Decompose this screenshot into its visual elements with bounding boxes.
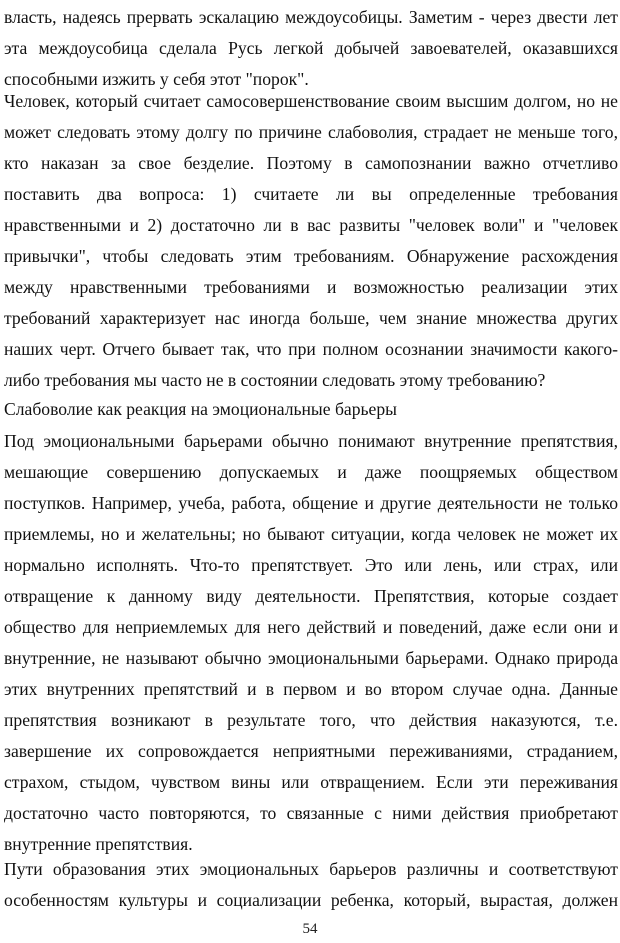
text-line: поставить два вопроса: 1) считаете ли вы определенные требования	[4, 184, 618, 204]
text-line: поступков. Например, учеба, работа, общение и другие деятельности не только	[4, 493, 618, 513]
text-line: кто наказан за свое безделие. Поэтому в самопознании важно отчетливо	[4, 153, 618, 173]
text-line: внутренние, не называют обычно эмоциональными барьерами. Однако природа	[4, 648, 618, 668]
page-number: 54	[302, 921, 318, 937]
text-line: власть, надеясь прервать эскалацию междоусобицы. Заметим - через двести лет	[4, 7, 618, 27]
text-line: мешающие совершению допускаемых и даже поощряемых обществом	[4, 462, 618, 482]
text-line: отвращение к данному виду деятельности. Препятствия, которые создает	[4, 586, 618, 606]
text-line: либо требования мы часто не в состоянии следовать этому требованию?	[4, 370, 546, 390]
text-line: Пути образования этих эмоциональных барьеров различны и соответствуют	[4, 859, 618, 879]
text-line: препятствия возникают в результате того, что действия наказуются, т.е.	[4, 710, 618, 730]
text-line: этих внутренних препятствий и в первом и во втором случае одна. Данные	[4, 679, 618, 699]
text-line: эта междоусобица сделала Русь легкой добычей завоевателей, оказавшихся	[4, 38, 618, 58]
text-line: нормально исполнять. Что-то препятствует. Это или лень, или страх, или	[4, 555, 618, 575]
text-line: приемлемы, но и желательны; но бывают ситуации, когда человек не может их	[4, 524, 618, 544]
text-line: привычки", чтобы следовать этим требованиям. Обнаружение расхождения	[4, 246, 618, 266]
text-line: завершение их сопровождается неприятными переживаниями, страданием,	[4, 741, 618, 761]
text-line: общество для неприемлемых для него действий и поведений, даже если они и	[4, 617, 618, 637]
text-line: способными изжить у себя этот "порок".	[4, 69, 309, 89]
text-line: особенностям культуры и социализации ребенка, который, вырастая, должен	[4, 890, 618, 910]
section-heading: Слабоволие как реакция на эмоциональные барьеры	[4, 399, 397, 419]
text-line: нравственными и 2) достаточно ли в вас развиты "человек воли" и "человек	[4, 215, 618, 235]
text-line: требований характеризует нас иногда больше, чем знание множества других	[4, 308, 618, 328]
text-line: Под эмоциональными барьерами обычно понимают внутренние препятствия,	[4, 431, 618, 451]
text-line: может следовать этому долгу по причине слабоволия, страдает не меньше того,	[4, 122, 618, 142]
text-line: внутренние препятствия.	[4, 834, 193, 854]
text-line: Человек, который считает самосовершенствование своим высшим долгом, но не	[4, 91, 618, 111]
text-line: страхом, стыдом, чувством вины или отвращением. Если эти переживания	[4, 772, 618, 792]
text-line: между нравственными требованиями и возможностью реализации этих	[4, 277, 618, 297]
text-line: достаточно часто повторяются, то связанные с ними действия приобретают	[4, 803, 618, 823]
text-line: наших черт. Отчего бывает так, что при полном осознании значимости какого-	[4, 339, 618, 359]
